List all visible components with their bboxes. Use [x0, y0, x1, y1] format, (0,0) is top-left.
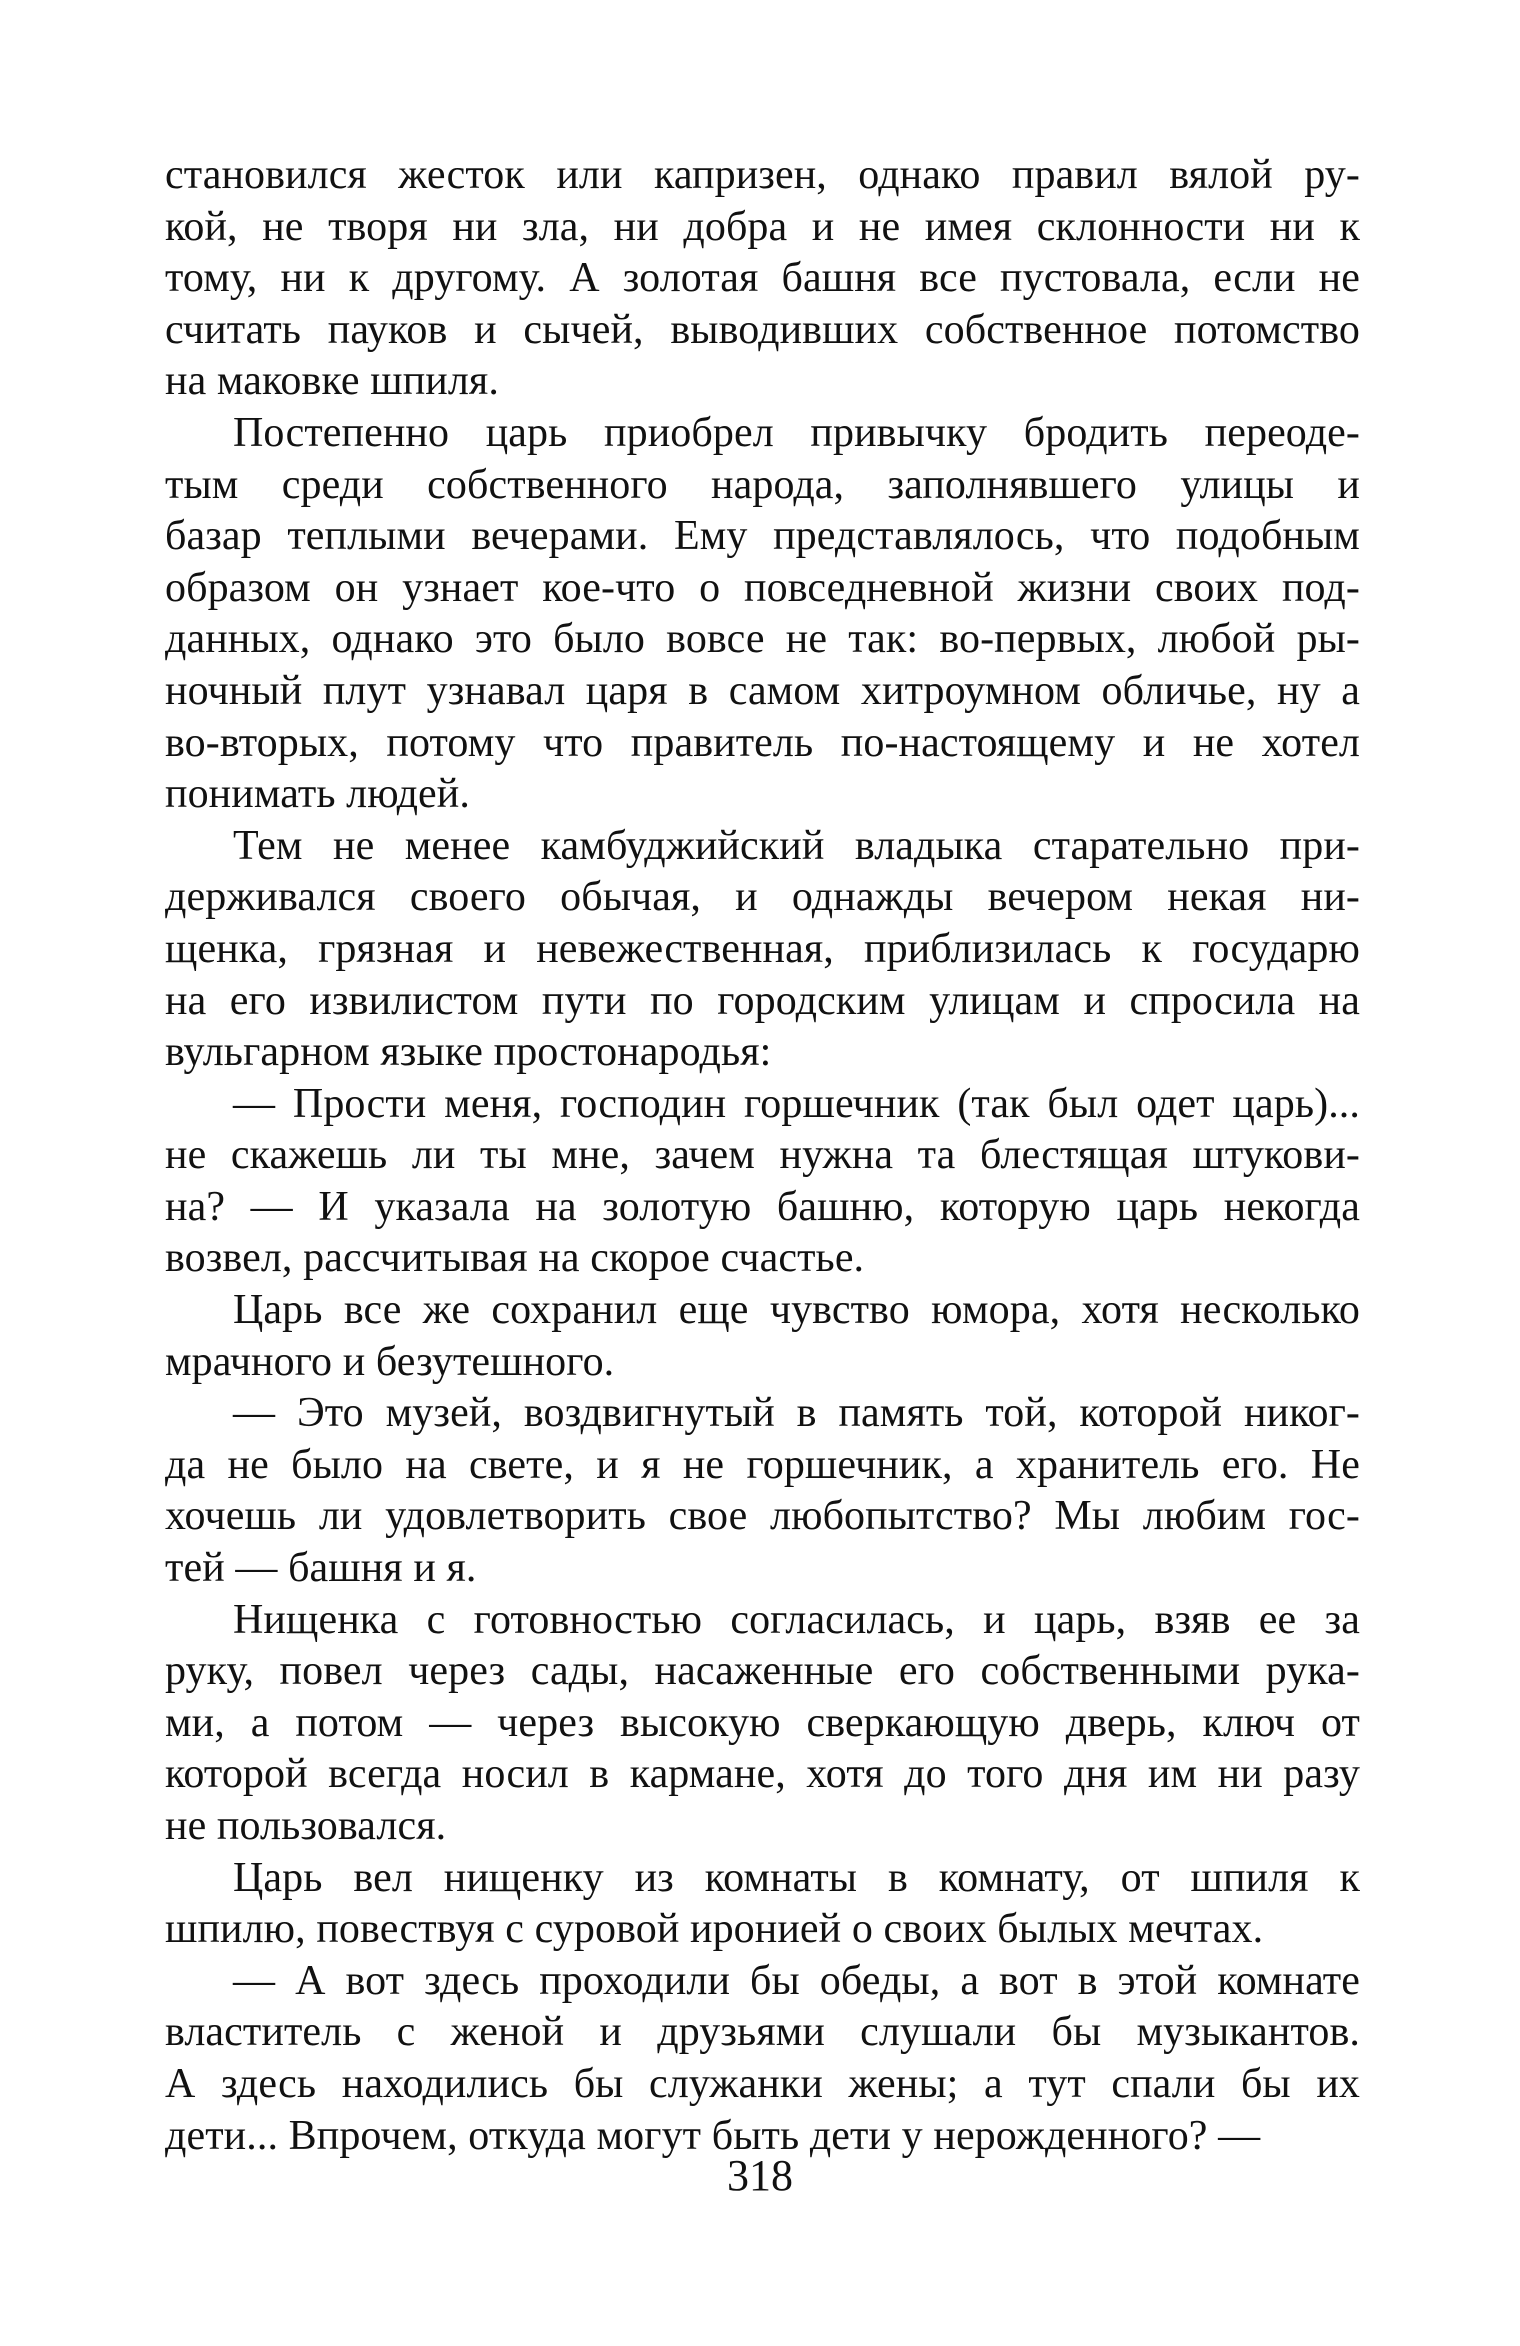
paragraph	[165, 1853, 1360, 1956]
page-body	[165, 150, 1360, 2162]
paragraph	[165, 1956, 1360, 2162]
text-line: тому, ни к другому. А золотая башня все пустовала, если не	[165, 255, 1360, 302]
text-line: кой, не творя ни зла, ни добра и не имея склонности ни к	[165, 203, 1360, 250]
text-line: вульгарном языке простонародья:	[165, 1029, 772, 1076]
text-line: хочешь ли удовлетворить свое любопытство? Мы любим гос-	[165, 1493, 1360, 1540]
text-line: ночный плут узнавал царя в самом хитроумном обличье, ну а	[165, 667, 1360, 714]
paragraph	[165, 1388, 1360, 1594]
text-line: дети... Впрочем, откуда могут быть дети у нерожденного? —	[165, 2112, 1261, 2159]
text-line: не пользовался.	[165, 1803, 447, 1849]
text-line: Тем не менее камбуджийский владыка старательно при-	[233, 822, 1360, 869]
text-line: на его извилистом пути по городским улицам и спросила на	[165, 977, 1360, 1024]
page-number: 318	[727, 2151, 793, 2200]
text-line: не скажешь ли ты мне, зачем нужна та блестящая штукови-	[165, 1132, 1360, 1179]
text-line: шпилю, повествуя с суровой иронией о своих былых мечтах.	[165, 1906, 1264, 1953]
text-line: образом он узнает кое-что о повседневной жизни своих под-	[165, 564, 1360, 611]
paragraph	[165, 1079, 1360, 1285]
text-line: ми, а потом — через высокую сверкающую дверь, ключ от	[165, 1699, 1360, 1746]
text-line: держивался своего обычая, и однажды вечером некая ни-	[165, 874, 1360, 921]
text-line: возвел, рассчитывая на скорое счастье.	[165, 1235, 865, 1282]
text-line: — Прости меня, господин горшечник (так был одет царь)...	[233, 1080, 1360, 1127]
text-line: тым среди собственного народа, заполнявшего улицы и	[165, 461, 1360, 508]
text-line: базар теплыми вечерами. Ему представлялось, что подобным	[165, 513, 1360, 560]
paragraph	[165, 1595, 1360, 1853]
text-line: — А вот здесь проходили бы обеды, а вот в этой комнате	[233, 1957, 1360, 2004]
text-line: Царь все же сохранил еще чувство юмора, хотя несколько	[233, 1287, 1360, 1334]
text-line: мрачного и безутешного.	[165, 1338, 615, 1385]
text-line: которой всегда носил в кармане, хотя до того дня им ни разу	[165, 1751, 1360, 1798]
paragraph	[165, 150, 1360, 408]
text-line: А здесь находились бы служанки жены; а тут спали бы их	[165, 2060, 1360, 2107]
text-line: на? — И указала на золотую башню, которую царь некогда	[165, 1183, 1360, 1230]
text-line: тей — башня и я.	[165, 1545, 477, 1592]
text-line: во-вторых, потому что правитель по-настоящему и не хотел	[165, 719, 1360, 766]
text-line: данных, однако это было вовсе не так: во-первых, любой ры-	[165, 616, 1360, 663]
text-line: понимать людей.	[165, 771, 470, 818]
text-line: руку, повел через сады, насаженные его собственными рука-	[165, 1648, 1360, 1695]
text-line: щенка, грязная и невежественная, приблизилась к государю	[165, 925, 1360, 972]
text-line: — Это музей, воздвигнутый в память той, которой никог-	[233, 1390, 1360, 1437]
text-line: Царь вел нищенку из комнаты в комнату, от шпиля к	[233, 1854, 1360, 1901]
text-line: на маковке шпиля.	[165, 358, 499, 405]
text-line: да не было на свете, и я не горшечник, а хранитель его. Не	[165, 1441, 1360, 1488]
paragraph	[165, 821, 1360, 1079]
text-line: Нищенка с готовностью согласилась, и царь, взяв ее за	[233, 1596, 1360, 1643]
paragraph	[165, 408, 1360, 821]
text-line: считать пауков и сычей, выводивших собственное потомство	[165, 306, 1360, 353]
text-line: становился жесток или капризен, однако правил вялой ру-	[165, 152, 1360, 198]
text-line: Постепенно царь приобрел привычку бродить переоде-	[233, 409, 1360, 456]
text-line: властитель с женой и друзьями слушали бы музыкантов.	[165, 2009, 1360, 2056]
paragraph	[165, 1285, 1360, 1388]
